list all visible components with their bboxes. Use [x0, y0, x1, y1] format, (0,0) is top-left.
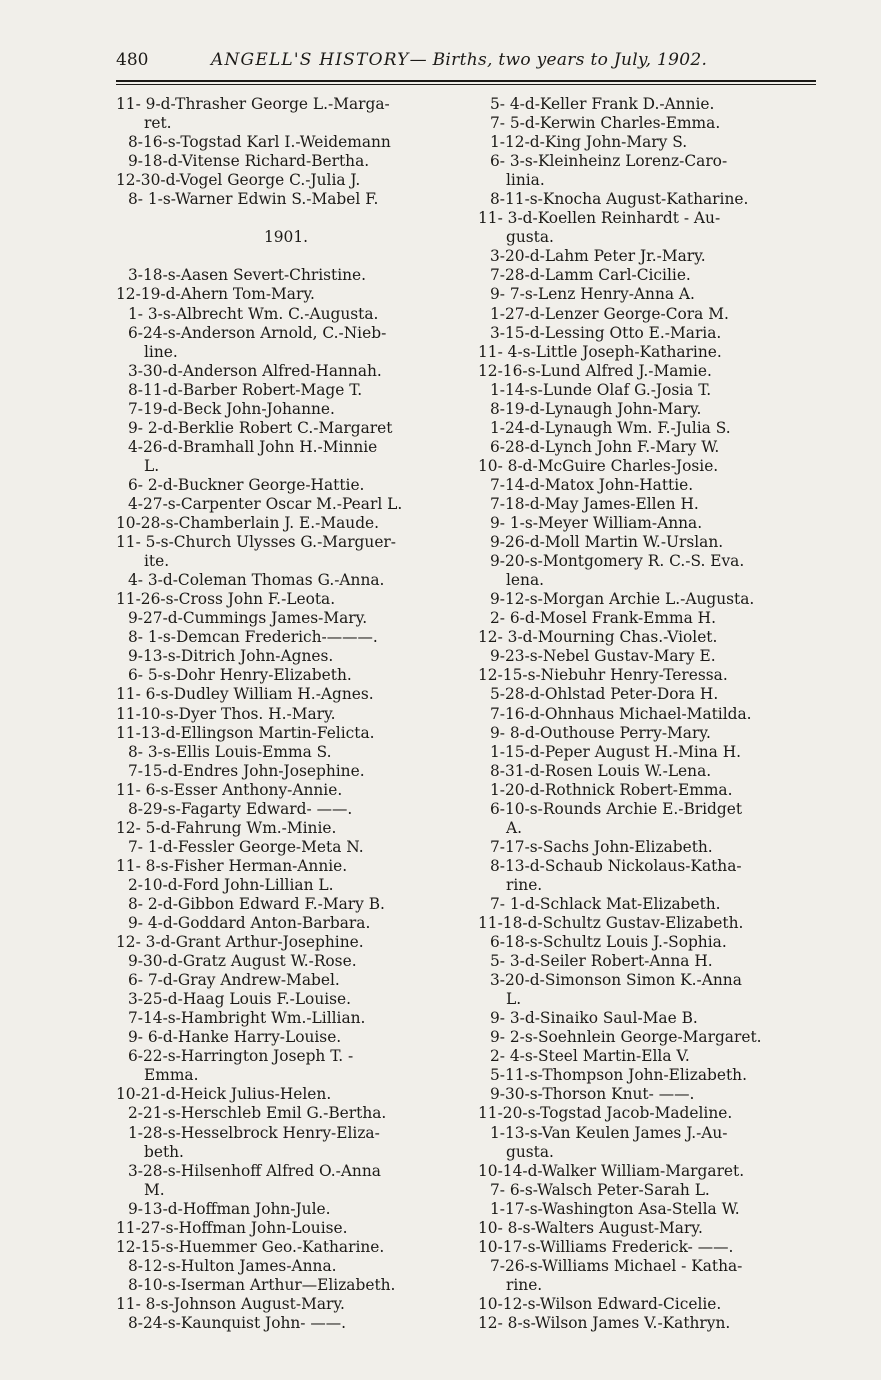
birth-entry: 9- 2-s-Soehnlein George-Margaret.: [490, 1028, 762, 1047]
birth-entry: 8-31-d-Rosen Louis W.-Lena.: [490, 761, 712, 780]
birth-entry: 12- 3-d-Grant Arthur-Josephine.: [116, 933, 364, 952]
birth-entry: 1-27-d-Lenzer George-Cora M.: [490, 304, 729, 323]
birth-entry: 12- 5-d-Fahrung Wm.-Minie.: [116, 818, 337, 837]
entry-continuation: beth.: [144, 1142, 184, 1161]
birth-entry: 2- 6-d-Mosel Frank-Emma H.: [490, 609, 716, 628]
birth-entry: 1- 3-s-Albrecht Wm. C.-Augusta.: [128, 304, 379, 323]
birth-entry: 11- 6-s-Esser Anthony-Annie.: [116, 780, 343, 799]
birth-entry: 11- 4-s-Little Joseph-Katharine.: [478, 342, 722, 361]
birth-entry: 5-11-s-Thompson John-Elizabeth.: [490, 1066, 747, 1085]
birth-entry: 6- 5-s-Dohr Henry-Elizabeth.: [128, 666, 352, 685]
birth-entry: 6- 3-s-Kleinheinz Lorenz-Caro-: [490, 152, 728, 171]
birth-entry: 12- 8-s-Wilson James V.-Kathryn.: [478, 1314, 731, 1332]
entry-continuation: rine.: [506, 875, 543, 894]
birth-entry: 3-28-s-Hilsenhoff Alfred O.-Anna: [128, 1161, 381, 1180]
birth-entry: 12-30-d-Vogel George C.-Julia J.: [116, 171, 361, 190]
birth-entry: 7-18-d-May James-Ellen H.: [490, 494, 699, 513]
birth-entry: 7-14-s-Hambright Wm.-Lillian.: [128, 1009, 366, 1028]
birth-entry: 9- 2-d-Berklie Robert C.-Margaret: [128, 418, 393, 437]
birth-entry: 3-15-d-Lessing Otto E.-Maria.: [490, 323, 722, 342]
header-rule: [116, 80, 816, 82]
birth-entry: 11-13-d-Ellingson Martin-Felicta.: [116, 723, 375, 742]
entry-continuation: linia.: [506, 171, 545, 190]
blank-line: [116, 209, 456, 228]
birth-entry: 6- 2-d-Buckner George-Hattie.: [128, 475, 365, 494]
birth-entry: 8-16-s-Togstad Karl I.-Weidemann: [128, 133, 391, 152]
birth-entry: 8- 1-s-Demcan Frederich-———.: [128, 628, 378, 647]
entry-continuation: A.: [506, 818, 523, 837]
birth-entry: 7-26-s-Williams Michael - Katha-: [490, 1256, 743, 1275]
birth-entry: 9-27-d-Cummings James-Mary.: [128, 609, 368, 628]
birth-entry: 10-28-s-Chamberlain J. E.-Maude.: [116, 514, 380, 533]
birth-entry: 6-18-s-Schultz Louis J.-Sophia.: [490, 933, 727, 952]
entry-continuation: M.: [144, 1180, 165, 1199]
birth-entry: 6-10-s-Rounds Archie E.-Bridget: [490, 799, 743, 818]
birth-entry: 2-21-s-Herschleb Emil G.-Bertha.: [128, 1104, 387, 1123]
header-rule-thin: [116, 84, 816, 85]
birth-entry: 3-25-d-Haag Louis F.-Louise.: [128, 990, 352, 1009]
birth-entry: 7- 6-s-Walsch Peter-Sarah L.: [490, 1180, 710, 1199]
entry-continuation: line.: [144, 342, 178, 361]
birth-entry: 2- 4-s-Steel Martin-Ella V.: [490, 1047, 690, 1066]
birth-entry: 8-24-s-Kaunquist John- ——.: [128, 1314, 347, 1332]
entry-continuation: Emma.: [144, 1066, 199, 1085]
birth-entry: 11- 8-s-Johnson August-Mary.: [116, 1294, 345, 1313]
birth-entry: 4- 3-d-Coleman Thomas G.-Anna.: [128, 571, 385, 590]
birth-entry: 1-14-s-Lunde Olaf G.-Josia T.: [490, 380, 712, 399]
year-heading: 1901.: [263, 228, 309, 247]
birth-entry: 9- 7-s-Lenz Henry-Anna A.: [490, 285, 695, 304]
birth-entry: 8-29-s-Fagarty Edward- ——.: [128, 799, 353, 818]
birth-entry: 7-14-d-Matox John-Hattie.: [490, 475, 694, 494]
birth-entry: 7- 1-d-Schlack Mat-Elizabeth.: [490, 894, 721, 913]
birth-entry: 8-10-s-Iserman Arthur—Elizabeth.: [128, 1275, 396, 1294]
entry-continuation: ite.: [144, 552, 170, 571]
birth-entry: 9-18-d-Vitense Richard-Bertha.: [128, 152, 370, 171]
birth-entry: 12-19-d-Ahern Tom-Mary.: [116, 285, 315, 304]
entry-continuation: gusta.: [506, 1142, 554, 1161]
birth-entry: 10-21-d-Heick Julius-Helen.: [116, 1085, 332, 1104]
birth-entry: 9-13-d-Hoffman John-Jule.: [128, 1199, 331, 1218]
page-number: 480: [116, 50, 149, 70]
birth-entry: 8-13-d-Schaub Nickolaus-Katha-: [490, 856, 742, 875]
birth-entry: 8-19-d-Lynaugh John-Mary.: [490, 399, 702, 418]
birth-entry: 5- 4-d-Keller Frank D.-Annie.: [490, 95, 715, 113]
birth-entry: 8- 2-d-Gibbon Edward F.-Mary B.: [128, 894, 385, 913]
running-title: ANGELL'S HISTORY: [211, 50, 410, 70]
entry-continuation: L.: [506, 990, 522, 1009]
birth-entry: 11-20-s-Togstad Jacob-Madeline.: [478, 1104, 733, 1123]
birth-entry: 9-23-s-Nebel Gustav-Mary E.: [490, 647, 716, 666]
birth-entry: 9- 3-d-Sinaiko Saul-Mae B.: [490, 1009, 698, 1028]
left-column: [116, 95, 456, 1333]
birth-entry: 9-26-d-Moll Martin W.-Urslan.: [490, 533, 724, 552]
running-subtitle: — Births, two years to July, 1902.: [409, 50, 708, 70]
entry-continuation: rine.: [506, 1275, 543, 1294]
birth-entry: 12- 3-d-Mourning Chas.-Violet.: [478, 628, 718, 647]
birth-entry: 11-18-d-Schultz Gustav-Elizabeth.: [478, 914, 744, 933]
entry-continuation: gusta.: [506, 228, 554, 247]
right-column: [478, 95, 818, 1333]
birth-entry: 9- 8-d-Outhouse Perry-Mary.: [490, 723, 711, 742]
birth-entry: 6-22-s-Harrington Joseph T. -: [128, 1047, 354, 1066]
birth-entry: 9- 6-d-Hanke Harry-Louise.: [128, 1028, 342, 1047]
birth-entry: 1-15-d-Peper August H.-Mina H.: [490, 742, 742, 761]
birth-entry: 7-17-s-Sachs John-Elizabeth.: [490, 837, 713, 856]
birth-entry: 9-30-d-Gratz August W.-Rose.: [128, 952, 357, 971]
birth-entry: 6-24-s-Anderson Arnold, C.-Nieb-: [128, 323, 387, 342]
birth-entry: 8- 1-s-Warner Edwin S.-Mabel F.: [128, 190, 379, 209]
birth-entry: 3-18-s-Aasen Severt-Christine.: [128, 266, 367, 285]
birth-entry: 11- 6-s-Dudley William H.-Agnes.: [116, 685, 374, 704]
birth-entry: 11- 3-d-Koellen Reinhardt - Au-: [478, 209, 721, 228]
blank-line: [116, 247, 456, 266]
birth-entry: 3-20-d-Simonson Simon K.-Anna: [490, 971, 742, 990]
birth-entry: 7-28-d-Lamm Carl-Cicilie.: [490, 266, 691, 285]
birth-entry: 5-28-d-Ohlstad Peter-Dora H.: [490, 685, 719, 704]
birth-entry: 4-27-s-Carpenter Oscar M.-Pearl L.: [128, 494, 403, 513]
birth-entry: 8-11-s-Knocha August-Katharine.: [490, 190, 749, 209]
birth-entry: 7- 5-d-Kerwin Charles-Emma.: [490, 114, 721, 133]
birth-entry: 7-19-d-Beck John-Johanne.: [128, 399, 335, 418]
birth-entry: 9-20-s-Montgomery R. C.-S. Eva.: [490, 552, 745, 571]
birth-entry: 1-13-s-Van Keulen James J.-Au-: [490, 1123, 728, 1142]
birth-entry: 3-20-d-Lahm Peter Jr.-Mary.: [490, 247, 706, 266]
entry-continuation: lena.: [506, 571, 545, 590]
birth-entry: 8- 3-s-Ellis Louis-Emma S.: [128, 742, 332, 761]
birth-entry: 9-12-s-Morgan Archie L.-Augusta.: [490, 590, 755, 609]
birth-entry: 12-16-s-Lund Alfred J.-Mamie.: [478, 361, 712, 380]
birth-entry: 1-17-s-Washington Asa-Stella W.: [490, 1199, 740, 1218]
page-header: [116, 50, 816, 76]
birth-entry: 11- 9-d-Thrasher George L.-Marga-: [116, 95, 390, 113]
birth-entry: 7- 1-d-Fessler George-Meta N.: [128, 837, 364, 856]
birth-entry: 12-15-s-Huemmer Geo.-Katharine.: [116, 1237, 385, 1256]
birth-entry: 12-15-s-Niebuhr Henry-Teressa.: [478, 666, 728, 685]
birth-entry: 10-17-s-Williams Frederick- ——.: [478, 1237, 734, 1256]
birth-entry: 11- 5-s-Church Ulysses G.-Marguer-: [116, 533, 396, 552]
birth-entry: 1-12-d-King John-Mary S.: [490, 133, 688, 152]
birth-entry: 8-12-s-Hulton James-Anna.: [128, 1256, 337, 1275]
birth-entry: 11-27-s-Hoffman John-Louise.: [116, 1218, 348, 1237]
birth-entry: 10-12-s-Wilson Edward-Cicelie.: [478, 1294, 722, 1313]
birth-entry: 10-14-d-Walker William-Margaret.: [478, 1161, 745, 1180]
birth-entry: 6- 7-d-Gray Andrew-Mabel.: [128, 971, 340, 990]
birth-entry: 6-28-d-Lynch John F.-Mary W.: [490, 437, 720, 456]
birth-entry: 5- 3-d-Seiler Robert-Anna H.: [490, 952, 713, 971]
birth-entry: 11- 8-s-Fisher Herman-Annie.: [116, 856, 348, 875]
birth-entry: 1-24-d-Lynaugh Wm. F.-Julia S.: [490, 418, 731, 437]
birth-entry: 8-11-d-Barber Robert-Mage T.: [128, 380, 363, 399]
birth-entry: 4-26-d-Bramhall John H.-Minnie: [128, 437, 378, 456]
birth-entry: 11-10-s-Dyer Thos. H.-Mary.: [116, 704, 336, 723]
birth-entry: 7-16-d-Ohnhaus Michael-Matilda.: [490, 704, 752, 723]
birth-entry: 11-26-s-Cross John F.-Leota.: [116, 590, 336, 609]
birth-entry: 7-15-d-Endres John-Josephine.: [128, 761, 365, 780]
birth-entry: 9- 4-d-Goddard Anton-Barbara.: [128, 914, 371, 933]
entry-continuation: L.: [144, 456, 160, 475]
entry-continuation: ret.: [144, 114, 172, 133]
birth-entry: 1-20-d-Rothnick Robert-Emma.: [490, 780, 733, 799]
birth-entry: 1-28-s-Hesselbrock Henry-Eliza-: [128, 1123, 380, 1142]
birth-entry: 9-13-s-Ditrich John-Agnes.: [128, 647, 334, 666]
birth-entry: 10- 8-s-Walters August-Mary.: [478, 1218, 703, 1237]
birth-entry: 9- 1-s-Meyer William-Anna.: [490, 514, 703, 533]
birth-entry: 10- 8-d-McGuire Charles-Josie.: [478, 456, 719, 475]
running-head: [211, 50, 707, 70]
birth-entry: 2-10-d-Ford John-Lillian L.: [128, 875, 334, 894]
birth-entry: 9-30-s-Thorson Knut- ——.: [490, 1085, 695, 1104]
birth-entry: 3-30-d-Anderson Alfred-Hannah.: [128, 361, 382, 380]
